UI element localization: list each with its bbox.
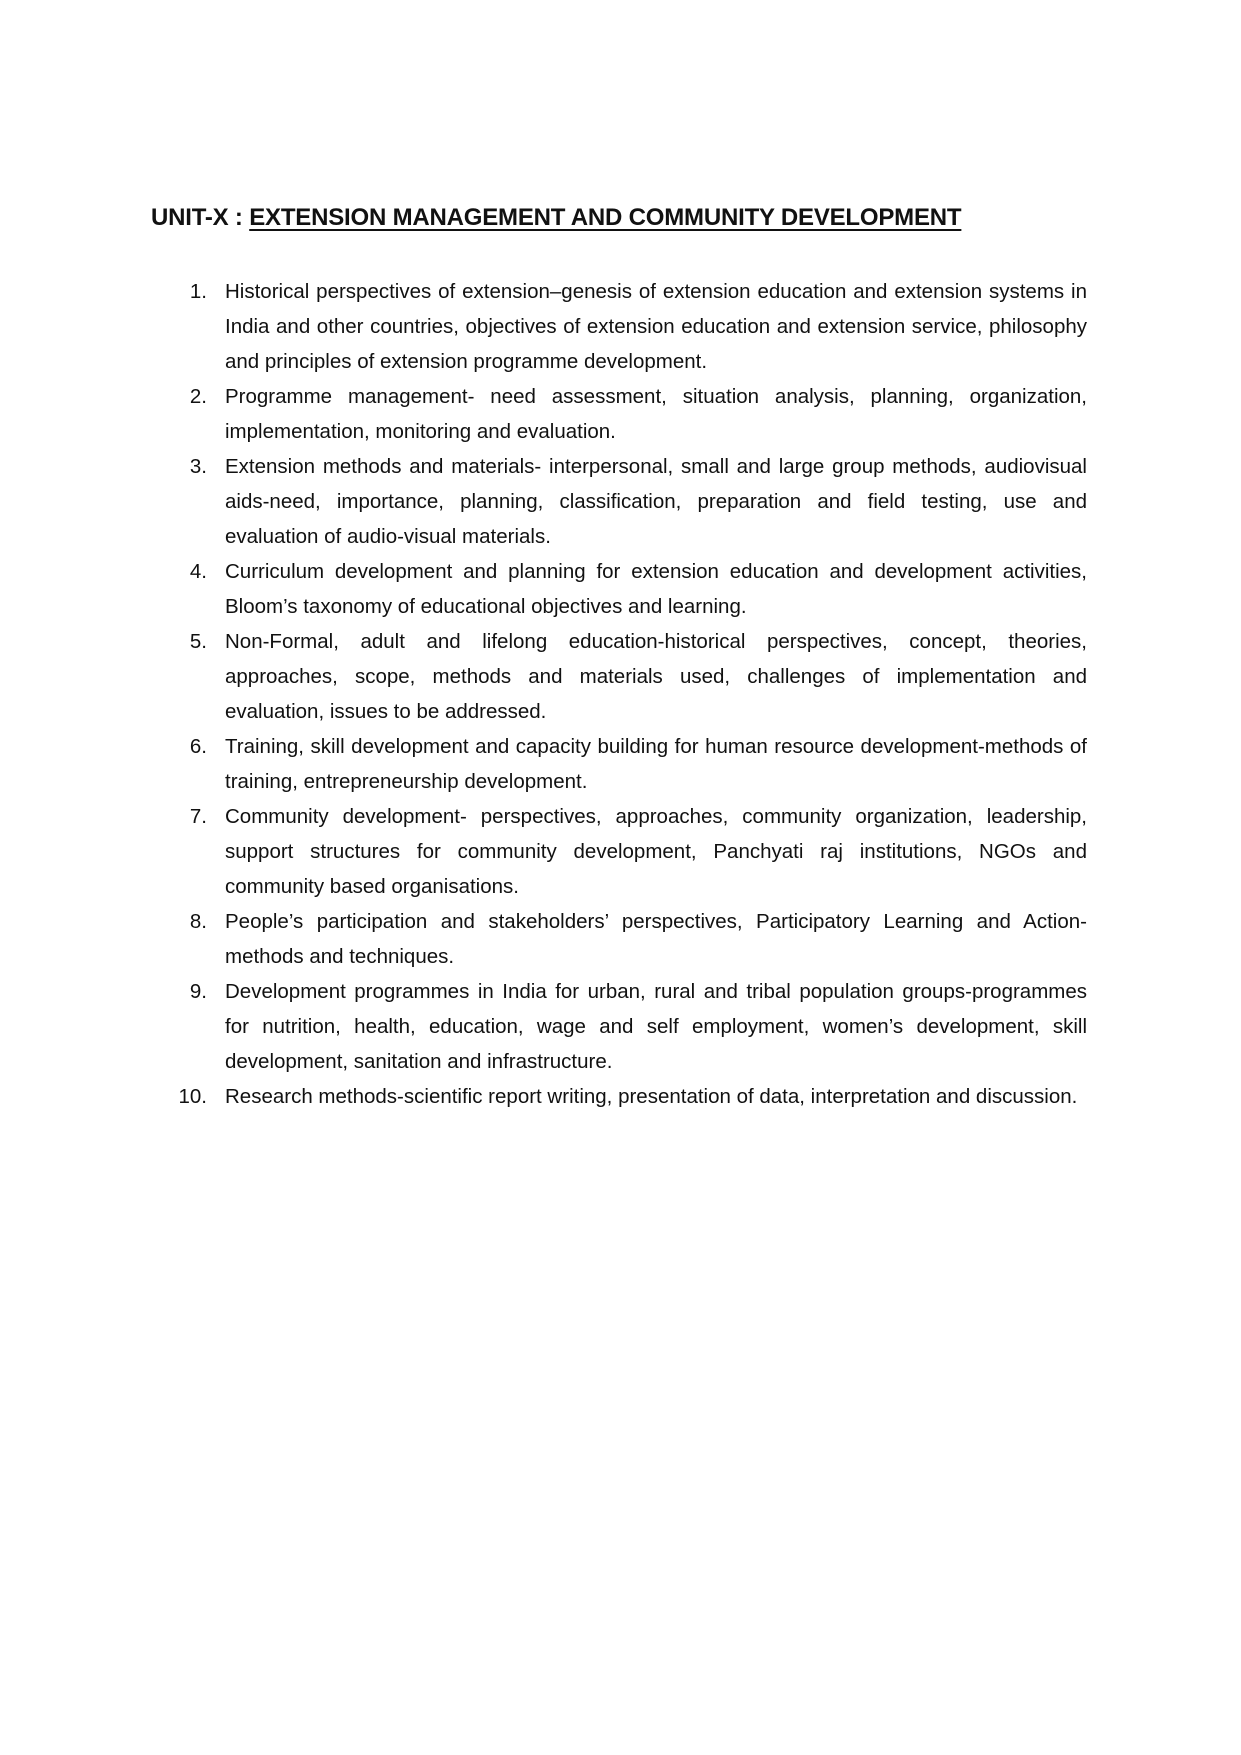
topic-text: Community development- perspectives, approaches, community organization, leadership, support structures for community development, Panchyati raj institutions, NGOs and community based organisations. xyxy=(225,805,1087,898)
topic-number: 7. xyxy=(189,805,207,828)
topic-text: Development programmes in India for urban, rural and tribal population groups-programmes for nutrition, health, education, wage and self employment, women’s development, skill development, sanitation and infrastructure. xyxy=(225,980,1087,1073)
topic-number: 8. xyxy=(189,910,207,933)
topic-number: 9. xyxy=(189,980,207,1003)
topic-text: Training, skill development and capacity building for human resource development-methods of training, entrepreneurship development. xyxy=(225,735,1087,793)
topic-number: 4. xyxy=(189,560,207,583)
unit-title: EXTENSION MANAGEMENT AND COMMUNITY DEVELOPMENT xyxy=(249,204,962,231)
topic-item xyxy=(177,729,1087,799)
topic-item xyxy=(177,799,1087,904)
topic-text: Extension methods and materials- interpersonal, small and large group methods, audiovisual aids-need, importance, planning, classification, preparation and field testing, use and evaluation of audio-visual materials. xyxy=(225,455,1087,548)
topic-text: Historical perspectives of extension–genesis of extension education and extension systems in India and other countries, objectives of extension education and extension service, philosophy and principles of extension programme development. xyxy=(225,280,1087,373)
topic-item xyxy=(177,624,1087,729)
topic-number: 10. xyxy=(178,1085,207,1108)
topic-item xyxy=(177,974,1087,1079)
unit-heading xyxy=(151,204,961,232)
unit-label: UNIT-X : xyxy=(151,204,250,231)
topic-text: Research methods-scientific report writing, presentation of data, interpretation and discussion. xyxy=(225,1085,1078,1108)
topic-number: 2. xyxy=(189,385,207,408)
topic-number: 5. xyxy=(189,630,207,653)
topic-item xyxy=(177,1079,1087,1114)
topic-item xyxy=(177,449,1087,554)
topic-item xyxy=(177,274,1087,379)
topic-number: 1. xyxy=(189,280,207,303)
topic-text: Programme management- need assessment, situation analysis, planning, organization, implementation, monitoring and evaluation. xyxy=(225,385,1087,443)
topic-text: Curriculum development and planning for extension education and development activities, Bloom’s taxonomy of educational objectives and learning. xyxy=(225,560,1087,618)
topic-text: Non-Formal, adult and lifelong education-historical perspectives, concept, theories, approaches, scope, methods and materials used, challenges of implementation and evaluation, issues to be addressed. xyxy=(225,630,1087,723)
topic-number: 3. xyxy=(189,455,207,478)
topic-number: 6. xyxy=(189,735,207,758)
topic-list xyxy=(177,274,1087,1114)
topic-item xyxy=(177,379,1087,449)
topic-text: People’s participation and stakeholders’ perspectives, Participatory Learning and Action-methods and techniques. xyxy=(225,910,1087,968)
topic-item xyxy=(177,554,1087,624)
topic-item xyxy=(177,904,1087,974)
